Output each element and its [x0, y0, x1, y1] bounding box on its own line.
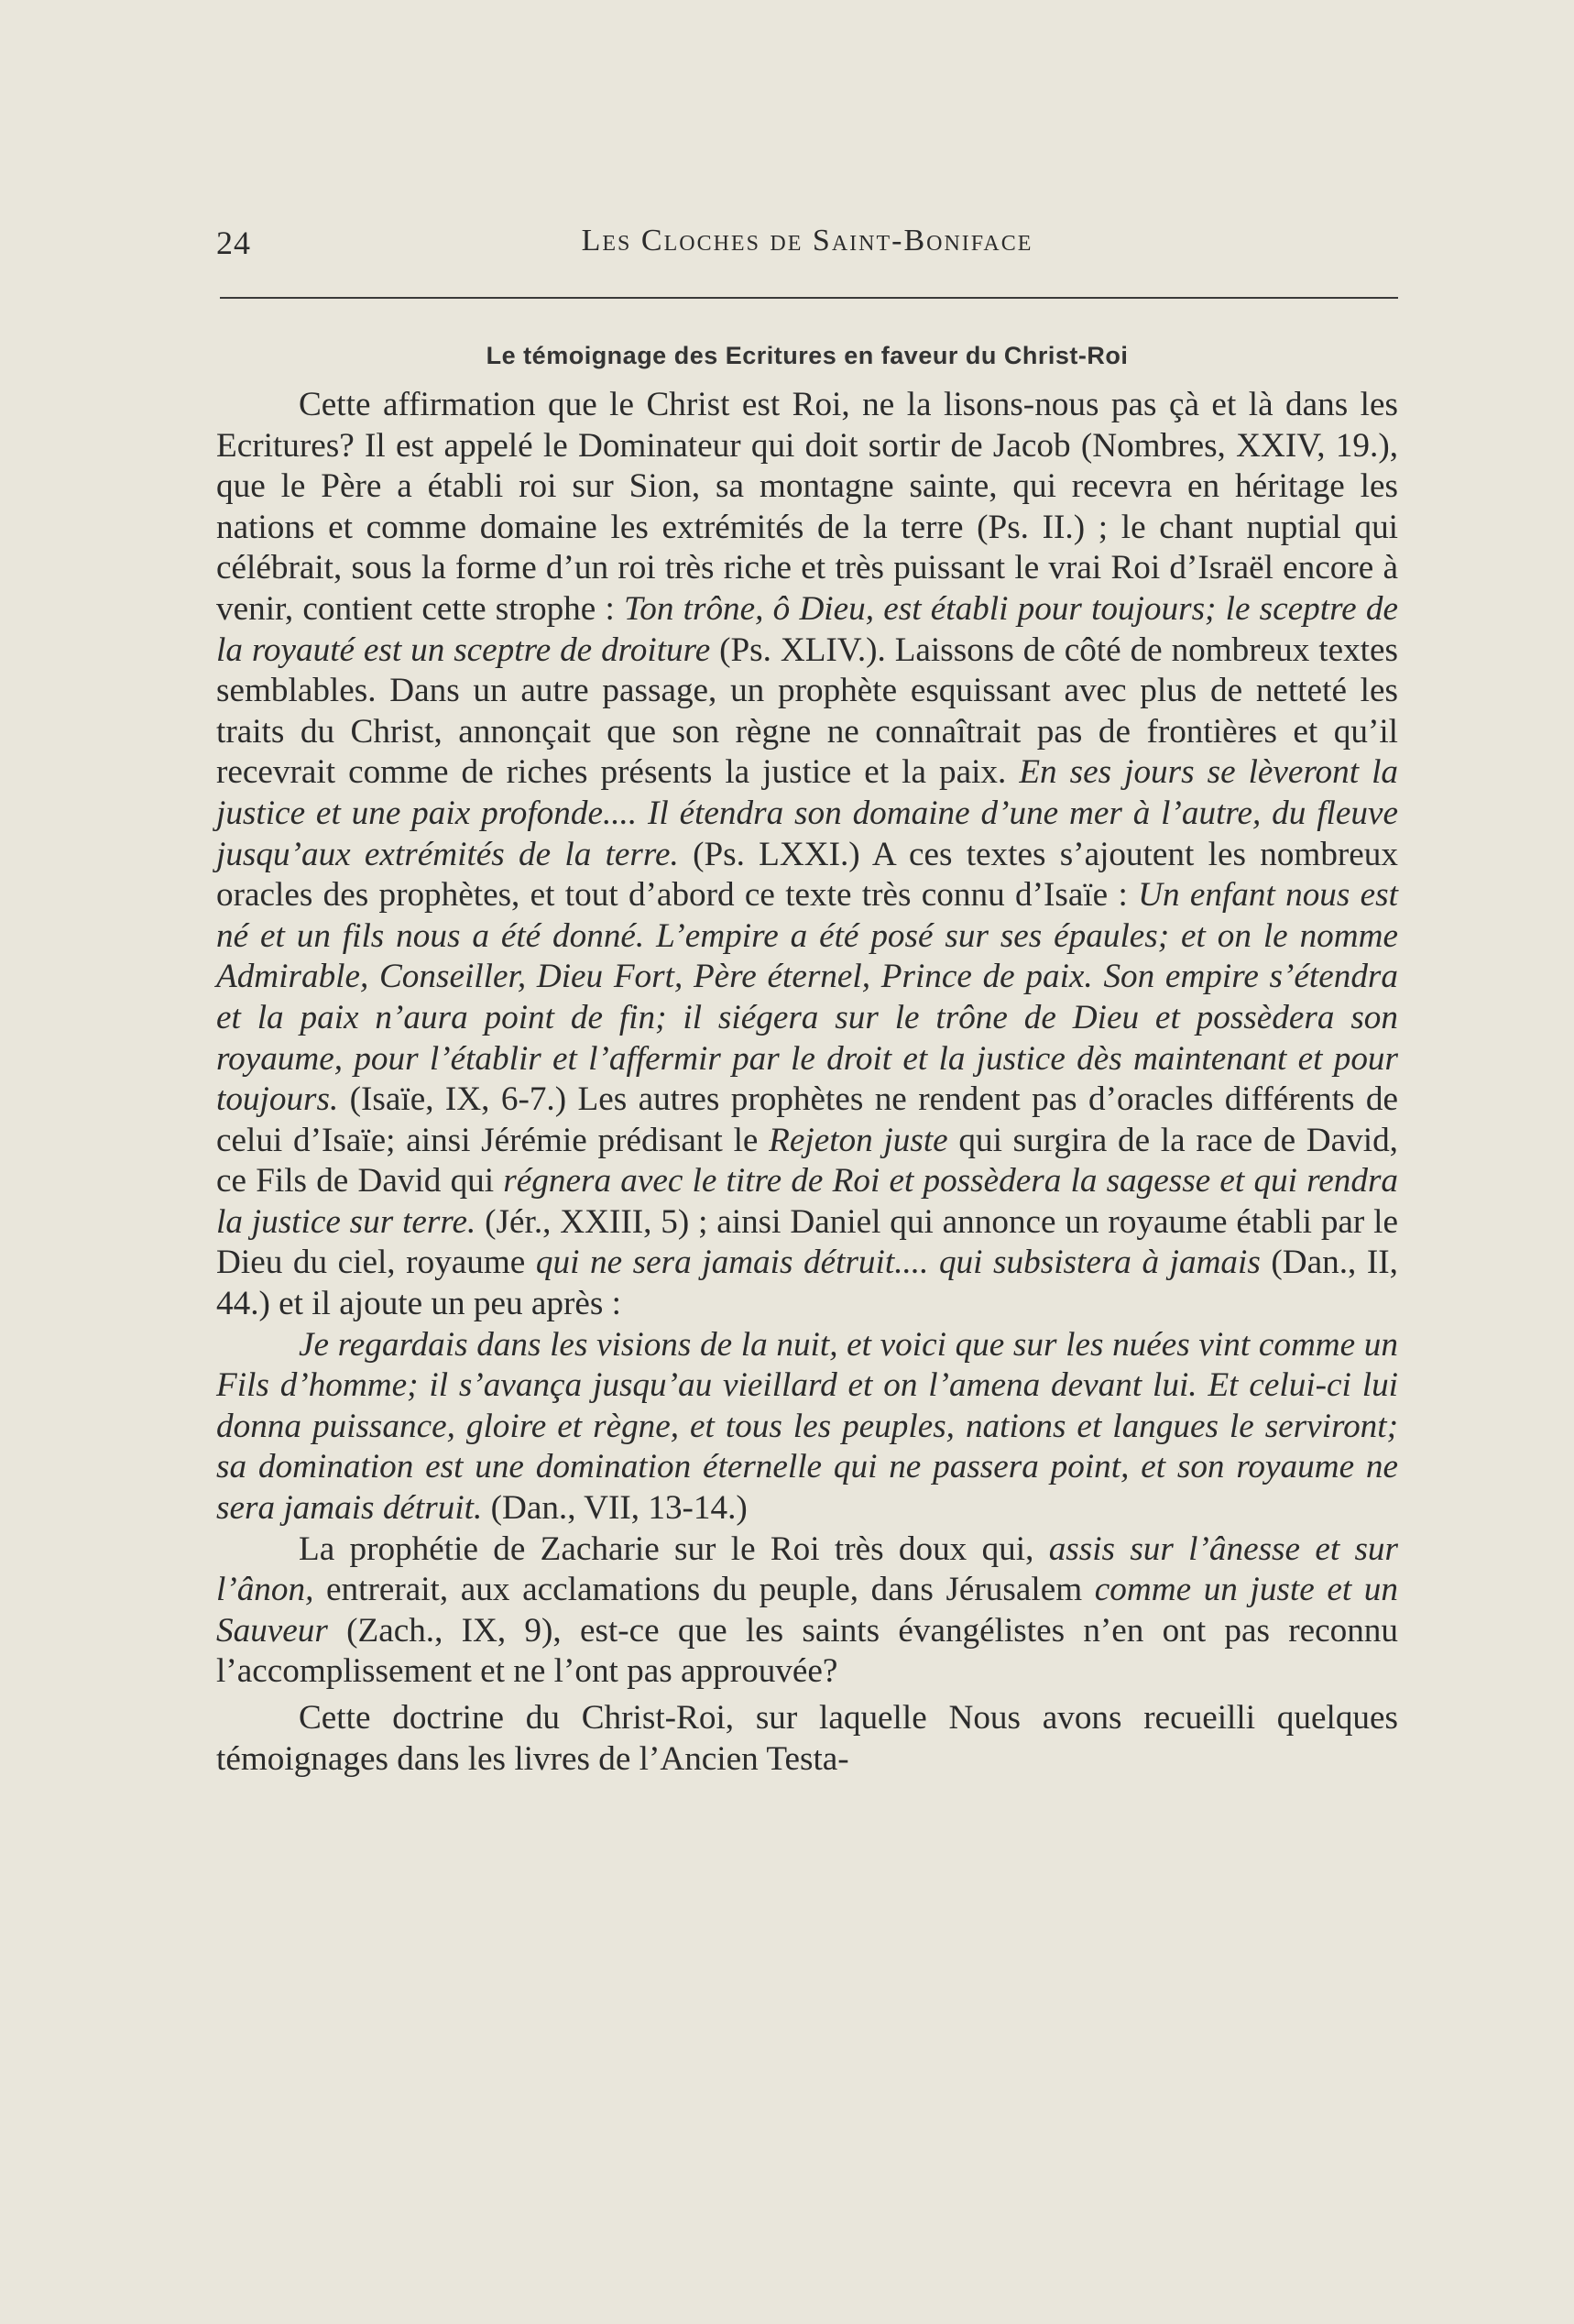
text-run: (Dan., VII, 13-14.) — [482, 1489, 748, 1528]
italic-text-run: comme un juste et un Sauveur — [216, 1571, 1398, 1650]
paragraph — [216, 1698, 1398, 1780]
quoted-paragraph — [216, 1325, 1398, 1529]
page-number: 24 — [216, 225, 251, 261]
italic-text-run: assis sur l’ânesse et sur l’ânon, — [216, 1529, 1398, 1609]
paragraph — [216, 385, 1398, 1325]
italic-text-run: En ses jours se lèveront la justice et une paix profonde.... Il étendra son domaine d’une mer à l’autre, du fleuve jusqu’aux extrémités de la terre. — [216, 753, 1398, 873]
text-run: entrerait, aux acclamations du peuple, dans Jérusalem — [313, 1571, 1095, 1609]
italic-text-run: Rejeton juste — [769, 1121, 948, 1159]
page-header — [216, 224, 1398, 269]
text-run: (Dan., II, 44.) et il ajoute un peu après : — [216, 1244, 1398, 1323]
text-run: Cette doctrine du Christ-Roi, sur laquelle Nous avons recueilli quelques témoignages dans les livres de l’Ancien Testa- — [216, 1699, 1398, 1778]
running-title: Les Cloches de Saint-Boniface — [581, 224, 1033, 258]
section-title: Le témoignage des Ecritures en faveur du Christ-Roi — [486, 342, 1129, 369]
text-run: (Isaïe, IX, 6-7.) Les autres prophètes ne rendent pas d’oracles différents de celui d’Isaïe; ainsi Jérémie prédisant le — [216, 1080, 1398, 1159]
italic-text-run: Ton trône, ô Dieu, est établi pour toujours; le sceptre de la royauté est un sceptre de droiture — [216, 589, 1398, 669]
text-run: Cette affirmation que le Christ est Roi, ne la lisons-nous pas çà et là dans les Ecritures? Il est appelé le Dominateur qui doit sortir de Jacob (Nombres, XXIV, 19.), que le Père a établi roi sur Sion, sa montagne sainte, qui recevra en héritage les nations et comme domaine les extrémités de la terre (Ps. II.) ; le chant nuptial qui célébrait, sous la forme d’un roi très riche et très puissant le vrai Roi d’Israël encore à venir, contient cette strophe : — [216, 386, 1398, 628]
text-run: (Ps. XLIV.). Laissons de côté de nombreux textes semblables. Dans un autre passage, un prophète esquissant avec plus de netteté les traits du Christ, annonçait que son règne ne connaîtrait pas de frontières et qu’il recevrait comme de riches présents la justice et la paix. — [216, 630, 1398, 792]
text-run: (Zach., IX, 9), est-ce que les saints évangélistes n’en ont pas reconnu l’accomplissement et ne l’ont pas approuvée? — [216, 1611, 1398, 1691]
body-text — [216, 385, 1398, 1780]
italic-text-run: régnera avec le titre de Roi et possèdera la sagesse et qui rendra la justice sur terre. — [216, 1162, 1399, 1241]
italic-text-run: Un enfant nous est né et un fils nous a été donné. L’empire a été posé sur ses épaules; et on le nomme Admirable, Conseiller, Dieu Fort, Père éternel, Prince de paix. Son empire s’étendra et la paix n’aura point de fin; il siégera sur le trône de Dieu et possèdera son royaume, pour l’établir et l’affermir par le droit et la justice dès maintenant et pour toujours. — [216, 876, 1398, 1119]
header-rule — [220, 297, 1398, 299]
text-run: (Ps. LXXI.) A ces textes s’ajoutent les nombreux oracles des prophètes, et tout d’abord ce texte très connu d’Isaïe : — [216, 835, 1398, 915]
text-run: (Jér., XXIII, 5) ; ainsi Daniel qui annonce un royaume établi par le Dieu du ciel, royaume — [216, 1202, 1398, 1282]
italic-text-run: qui ne sera jamais détruit.... qui subsistera à jamais — [535, 1244, 1261, 1282]
text-run: qui surgira de la race de David, ce Fils de David qui — [216, 1121, 1398, 1200]
text-run: La prophétie de Zacharie sur le Roi très doux qui, — [299, 1529, 1049, 1568]
italic-text-run: Je regardais dans les visions de la nuit, et voici que sur les nuées vint comme un Fils d’homme; il s’avança jusqu’au vieillard et on l’amena devant lui. Et celui-ci lui donna puissance, gloire et règne, et tous les peuples, nations et langues le serviront; sa domination est une domination éternelle qui ne passera point, et son royaume ne sera jamais détruit. — [216, 1325, 1398, 1528]
paragraph — [216, 1529, 1398, 1693]
